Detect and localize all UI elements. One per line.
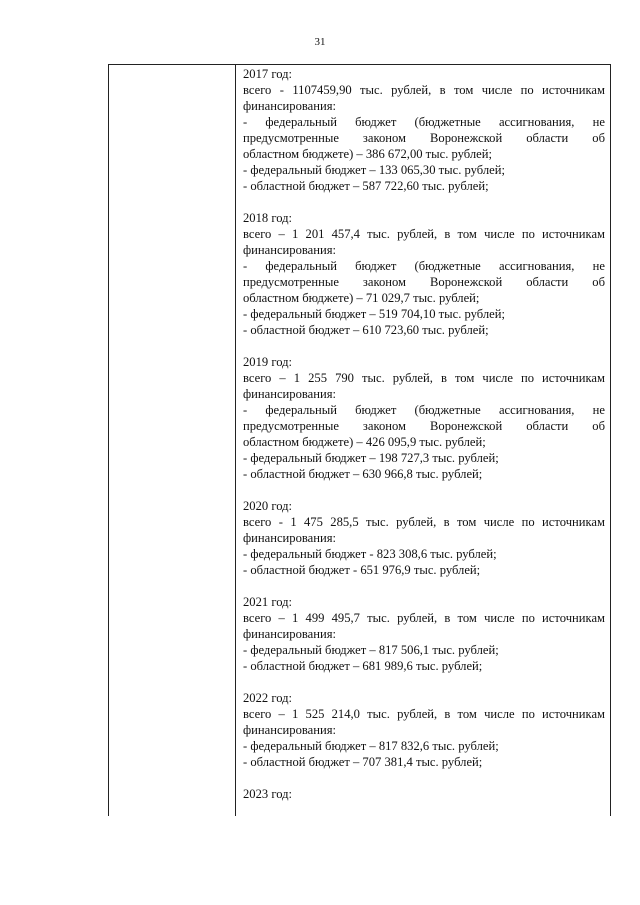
budget-source-line: - федеральный бюджет (бюджетные ассигнования, не xyxy=(243,259,605,273)
budget-source-line: - областной бюджет – 681 989,6 тыс. рублей; xyxy=(243,659,483,673)
total-line: всего - 1107459,90 тыс. рублей, в том числе по источникам xyxy=(243,83,605,97)
total-line: всего - 1 475 285,5 тыс. рублей, в том числе по источникам xyxy=(243,515,605,529)
year-block xyxy=(243,690,605,770)
budget-source-line: областном бюджете) – 426 095,9 тыс. рублей; xyxy=(243,435,486,449)
year-block xyxy=(243,498,605,578)
year-block xyxy=(243,210,605,338)
budget-source-line: - федеральный бюджет (бюджетные ассигнования, не xyxy=(243,115,605,129)
total-line: всего – 1 255 790 тыс. рублей, в том числе по источникам xyxy=(243,371,605,385)
budget-source-line: - федеральный бюджет – 198 727,3 тыс. рублей; xyxy=(243,451,499,465)
budget-source-line: - федеральный бюджет - 823 308,6 тыс. рублей; xyxy=(243,547,497,561)
budget-source-line: - федеральный бюджет – 519 704,10 тыс. рублей; xyxy=(243,307,505,321)
budget-source-line: - областной бюджет – 707 381,4 тыс. рублей; xyxy=(243,755,483,769)
total-line: всего – 1 499 495,7 тыс. рублей, в том числе по источникам xyxy=(243,611,605,625)
budget-source-line: - областной бюджет – 630 966,8 тыс. рублей; xyxy=(243,467,483,481)
table-column-divider xyxy=(235,64,236,816)
budget-source-line: предусмотренные законом Воронежской области об xyxy=(243,419,605,433)
year-block xyxy=(243,786,605,802)
budget-source-line: областном бюджете) – 386 672,00 тыс. рублей; xyxy=(243,147,493,161)
page-number: 31 xyxy=(314,36,326,48)
total-line: финансирования: xyxy=(243,387,337,401)
budget-source-line: - федеральный бюджет (бюджетные ассигнования, не xyxy=(243,403,605,417)
year-heading: 2021 год: xyxy=(243,595,293,609)
budget-source-line: - федеральный бюджет – 817 832,6 тыс. рублей; xyxy=(243,739,499,753)
year-heading: 2020 год: xyxy=(243,499,293,513)
total-line: всего – 1 201 457,4 тыс. рублей, в том числе по источникам xyxy=(243,227,605,241)
budget-source-line: - федеральный бюджет – 817 506,1 тыс. рублей; xyxy=(243,643,499,657)
budget-source-line: - областной бюджет - 651 976,9 тыс. рублей; xyxy=(243,563,481,577)
year-heading: 2017 год: xyxy=(243,67,293,81)
financing-cell xyxy=(243,66,605,818)
total-line: финансирования: xyxy=(243,531,337,545)
total-line: финансирования: xyxy=(243,627,337,641)
year-block xyxy=(243,354,605,482)
year-heading: 2019 год: xyxy=(243,355,293,369)
budget-source-line: - областной бюджет – 610 723,60 тыс. рублей; xyxy=(243,323,489,337)
year-heading: 2022 год: xyxy=(243,691,293,705)
budget-source-line: областном бюджете) – 71 029,7 тыс. рублей; xyxy=(243,291,480,305)
budget-source-line: - федеральный бюджет – 133 065,30 тыс. рублей; xyxy=(243,163,505,177)
budget-source-line: - областной бюджет – 587 722,60 тыс. рублей; xyxy=(243,179,489,193)
budget-source-line: предусмотренные законом Воронежской области об xyxy=(243,131,605,145)
total-line: финансирования: xyxy=(243,243,337,257)
total-line: финансирования: xyxy=(243,99,337,113)
year-block xyxy=(243,594,605,674)
year-block xyxy=(243,66,605,194)
budget-source-line: предусмотренные законом Воронежской области об xyxy=(243,275,605,289)
total-line: всего – 1 525 214,0 тыс. рублей, в том числе по источникам xyxy=(243,707,605,721)
year-heading: 2018 год: xyxy=(243,211,293,225)
total-line: финансирования: xyxy=(243,723,337,737)
year-heading: 2023 год: xyxy=(243,787,293,801)
